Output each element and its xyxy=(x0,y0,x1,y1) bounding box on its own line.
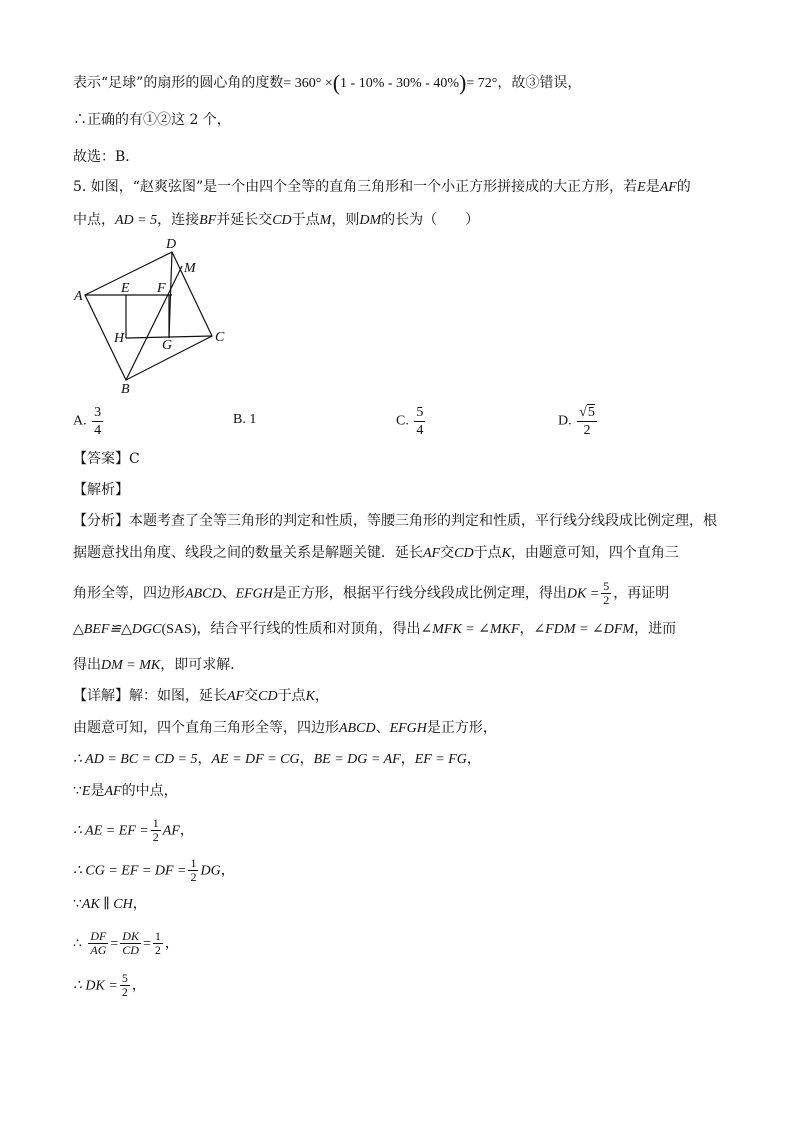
option-a[interactable] xyxy=(73,404,105,439)
math: AE = DF = CG xyxy=(211,752,300,767)
text: 、 xyxy=(221,585,236,602)
equals: = xyxy=(142,936,151,952)
denominator: 2 xyxy=(154,943,161,957)
math: = 72° xyxy=(466,76,498,91)
text: 中点， xyxy=(73,212,115,228)
detail-line-9 xyxy=(73,972,146,999)
sqrt-sign: √ xyxy=(579,405,587,420)
math-var: K xyxy=(305,689,315,704)
text: 表示“足球”的扇形的圆心角的度数 xyxy=(73,75,284,91)
text: ， xyxy=(519,621,534,637)
text: ， xyxy=(131,977,146,994)
text: 5. 如图，“赵爽弦图”是一个由四个全等的直角三角形和一个小正方形拼接成的大正方形，若 xyxy=(73,179,638,195)
denominator: 2 xyxy=(121,985,128,999)
numerator: 1 xyxy=(190,856,197,870)
math-var: DM xyxy=(359,213,382,228)
text: ， xyxy=(132,896,147,912)
fraction xyxy=(151,817,161,844)
text: 是 xyxy=(90,783,105,799)
detail-line-4 xyxy=(73,781,178,802)
text: 【详解】 xyxy=(73,688,129,704)
denominator: 4 xyxy=(416,423,424,438)
text: 交 xyxy=(244,688,259,704)
math-var: AF xyxy=(227,689,245,704)
numerator: 5 xyxy=(121,971,128,985)
text: 于点 xyxy=(277,688,306,704)
text: ∵ xyxy=(73,783,82,799)
label-H: H xyxy=(114,331,125,346)
denominator: 2 xyxy=(603,593,610,607)
math: 1 - 10% - 30% - 40% xyxy=(340,76,460,91)
fraction xyxy=(153,930,163,957)
detail-line-3 xyxy=(73,749,481,770)
paren-close: ) xyxy=(459,70,467,95)
text: ，则 xyxy=(331,212,360,228)
text: ，故③错误， xyxy=(497,75,582,91)
math: AK ∥ CH xyxy=(81,897,133,912)
math-var: K xyxy=(501,546,511,561)
math: = 360° × xyxy=(283,76,333,91)
denominator: 2 xyxy=(152,830,159,844)
text: ∵ xyxy=(73,896,82,912)
text: 、 xyxy=(375,720,390,736)
option-label: A. xyxy=(73,413,87,429)
text: 交 xyxy=(440,545,455,561)
math-var: CD xyxy=(258,689,278,704)
segment-BM xyxy=(126,266,182,380)
detail-line-8 xyxy=(73,930,179,957)
fraction xyxy=(120,930,141,957)
label-D: D xyxy=(166,237,177,252)
math: ∴ AD = BC = CD = 5 xyxy=(73,752,198,767)
denominator: 2 xyxy=(190,870,197,884)
zhao-shuang-figure xyxy=(60,232,240,397)
equals: = xyxy=(110,936,119,952)
numerator: DK xyxy=(122,929,139,943)
denominator: CD xyxy=(122,943,139,957)
text: 由题意可知，四个直角三角形全等，四边形 xyxy=(73,720,339,736)
text: ， xyxy=(164,935,179,952)
question-5-line-1 xyxy=(73,177,691,198)
math-var: EFGH xyxy=(235,586,273,602)
text: ， xyxy=(220,862,235,879)
numerator: 1 xyxy=(154,929,161,943)
math: ∴ AE = EF = xyxy=(73,823,149,839)
label-G: G xyxy=(162,338,173,353)
sqrt-content: 5 xyxy=(587,405,595,420)
option-b[interactable] xyxy=(233,412,256,428)
text: 据题意找出角度、线段之间的数量关系是解题关键．延长 xyxy=(73,545,423,561)
text: 的中点， xyxy=(121,783,178,799)
option-c[interactable] xyxy=(396,404,427,439)
label-F: F xyxy=(157,281,166,296)
text: 并延长交 xyxy=(216,212,273,228)
math: ∴ DK = xyxy=(73,978,118,994)
text: ，由题意可知，四个直角三 xyxy=(510,545,679,561)
fraction xyxy=(577,404,597,439)
text: 是正方形， xyxy=(426,720,497,736)
detail-line-5 xyxy=(73,817,194,844)
text: ，即可求解． xyxy=(160,657,245,673)
math: EF = FG xyxy=(414,752,467,767)
math-var: AF xyxy=(423,546,441,561)
option-label: B. xyxy=(233,412,246,427)
math-var: EFGH xyxy=(389,721,427,736)
text: 解：如图，延长 xyxy=(129,688,227,704)
text: ，进而 xyxy=(634,621,677,637)
text: 是正方形，根据平行线分线段成比例定理，得出 xyxy=(272,585,567,602)
fraction xyxy=(601,580,611,607)
numerator: 5 xyxy=(603,579,610,593)
numerator xyxy=(577,404,597,422)
analysis-line-1: 【分析】本题考查了全等三角形的判定和性质，等腰三角形的判定和性质，平行线分线段成比例定理，根 xyxy=(73,513,717,529)
text: ，结合平行线的性质和对顶角，得出 xyxy=(196,621,421,637)
analysis-line-5 xyxy=(73,655,244,676)
answer-line: 【答案】C xyxy=(73,451,140,467)
math-var: AF xyxy=(659,180,677,195)
math: △BEF≌△DGC xyxy=(73,622,162,637)
numerator: 5 xyxy=(416,405,424,420)
numerator: 1 xyxy=(152,816,159,830)
fraction xyxy=(120,972,130,999)
math: DK = xyxy=(566,586,600,602)
analysis-line-3 xyxy=(73,580,669,607)
fraction xyxy=(92,404,103,439)
text: 于点 xyxy=(473,545,502,561)
option-label: D. xyxy=(558,413,572,429)
solution-line-3: 故选：B． xyxy=(73,149,140,165)
fraction xyxy=(188,857,198,884)
label-A: A xyxy=(74,289,83,304)
detail-line-2 xyxy=(73,718,497,739)
solution-line-2: ∴正确的有①②这 2 个， xyxy=(73,112,231,128)
detail-line-1 xyxy=(73,686,329,707)
text: ， xyxy=(400,751,415,767)
math-var: BF xyxy=(199,213,217,228)
denominator: 4 xyxy=(94,423,102,438)
analysis-line-4 xyxy=(73,619,676,640)
text: ∴ xyxy=(73,935,82,952)
math-var: E xyxy=(81,784,91,799)
numerator: DF xyxy=(90,929,107,943)
math: ∠FDM = ∠DFM xyxy=(533,622,635,637)
jiexi-heading: 【解析】 xyxy=(73,482,129,498)
math-var: CD xyxy=(454,546,474,561)
math-var: E xyxy=(637,180,646,195)
math-var: M xyxy=(319,213,332,228)
text: 的长为（ ） xyxy=(381,212,480,228)
option-value: 1 xyxy=(249,412,257,427)
text: 是 xyxy=(645,179,660,195)
denominator: 2 xyxy=(583,423,591,438)
math-var: ABCD xyxy=(339,721,376,736)
text: 得出 xyxy=(73,657,101,673)
question-5-line-2 xyxy=(73,210,479,231)
math: BE = DG = AF xyxy=(313,752,401,767)
option-d[interactable] xyxy=(558,404,599,439)
text: ，再证明 xyxy=(613,585,670,602)
text: 的 xyxy=(676,179,691,195)
solution-line-1 xyxy=(73,70,582,95)
label-B: B xyxy=(121,382,130,397)
label-M: M xyxy=(184,261,196,276)
text: ， xyxy=(299,751,314,767)
text: ，连接 xyxy=(157,212,200,228)
text: ， xyxy=(466,751,481,767)
numerator: 3 xyxy=(94,405,102,420)
paren-open: ( xyxy=(332,70,341,95)
denominator: AG xyxy=(90,943,107,957)
math: AD = 5 xyxy=(115,213,158,228)
detail-line-7 xyxy=(73,894,147,915)
math-var: CD xyxy=(272,213,292,228)
analysis-line-2 xyxy=(73,543,679,564)
math: ∴ CG = EF = DF = xyxy=(73,863,187,879)
math: ∠MFK = ∠MKF xyxy=(420,622,520,637)
text: ， xyxy=(314,688,329,704)
math: DM = MK xyxy=(101,658,161,673)
text: 于点 xyxy=(291,212,320,228)
math-var: ABCD xyxy=(185,586,222,602)
math-var: AF xyxy=(162,823,180,839)
math-var: DG xyxy=(200,863,221,879)
label-E: E xyxy=(121,281,130,296)
fraction xyxy=(88,930,108,957)
text: 角形全等，四边形 xyxy=(73,585,185,602)
label-C: C xyxy=(215,330,225,345)
math: (SAS) xyxy=(161,622,197,637)
text: ， xyxy=(197,751,212,767)
option-label: C. xyxy=(396,413,409,429)
fraction xyxy=(414,404,425,439)
text: ， xyxy=(179,822,194,839)
detail-line-6 xyxy=(73,857,235,884)
math-var: AF xyxy=(104,784,122,799)
